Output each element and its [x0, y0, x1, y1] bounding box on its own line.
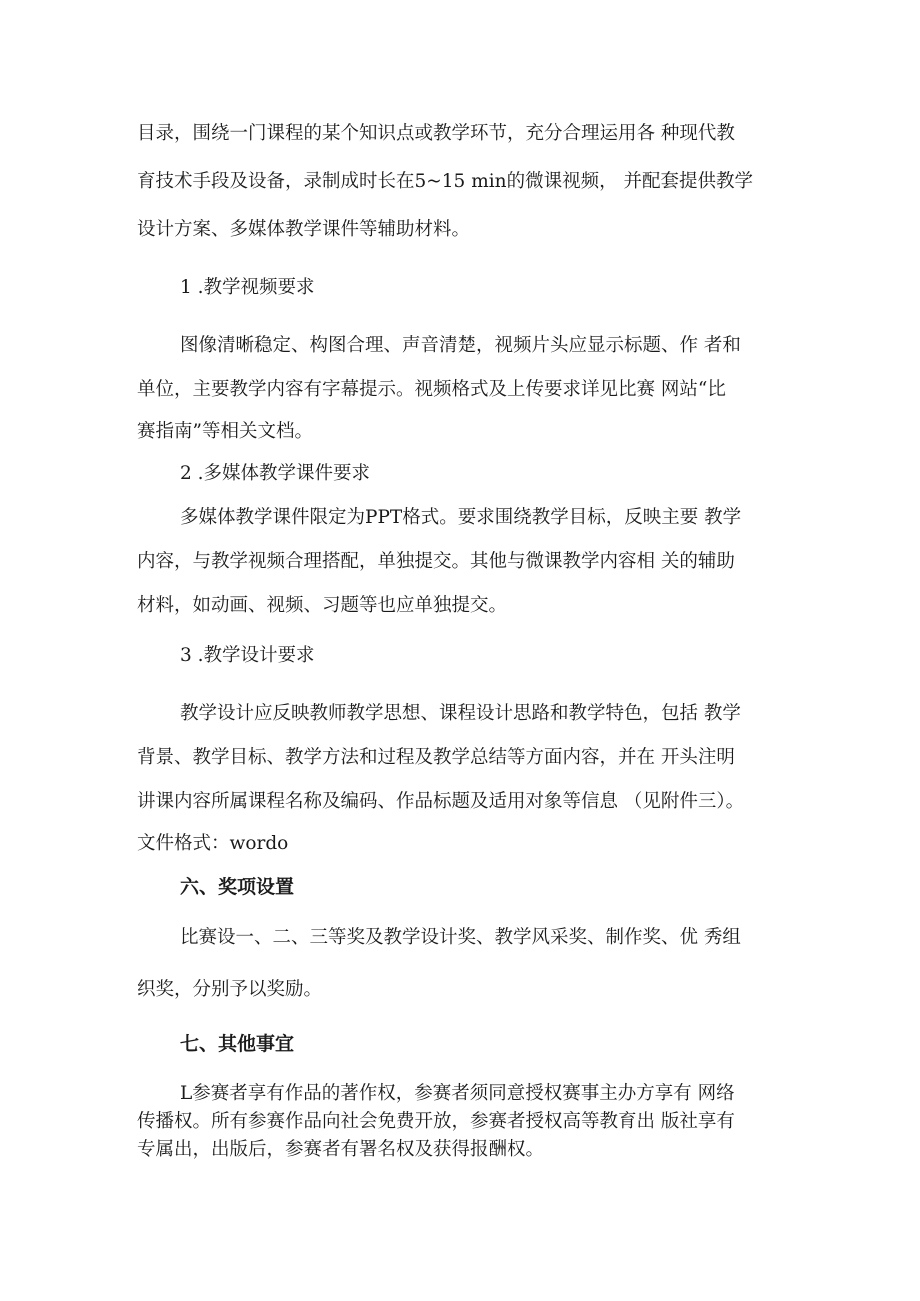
item2-line-3: 材料，如动画、视频、习题等也应单独提交。	[137, 595, 508, 616]
section7-line-2: 传播权。所有参赛作品向社会免费开放，参赛者授权高等教育出 版社享有	[137, 1111, 735, 1132]
item1-heading: 1 .教学视频要求	[180, 277, 315, 298]
item1-line-1: 图像清晰稳定、构图合理、声音清楚，视频片头应显示标题、作 者和	[180, 335, 741, 356]
intro-line-3: 设计方案、多媒体教学课件等辅助材料。	[137, 219, 471, 240]
intro-line-2: 育技术手段及设备，录制成时长在5~15 min的微课视频， 并配套提供教学	[137, 171, 753, 192]
item3-line-3: 讲课内容所属课程名称及编码、作品标题及适用对象等信息 （见附件三）。	[137, 791, 745, 812]
intro-line-1: 目录，围绕一门课程的某个知识点或教学环节，充分合理运用各 种现代教	[137, 123, 735, 144]
item1-line-2: 单位，主要教学内容有字幕提示。视频格式及上传要求详见比赛 网站“比	[137, 379, 726, 400]
item3-line-1: 教学设计应反映教师教学思想、课程设计思路和教学特色，包括 教学	[180, 703, 741, 724]
section6-line-2: 织奖，分别予以奖励。	[137, 979, 323, 1000]
item2-heading: 2 .多媒体教学课件要求	[180, 463, 371, 484]
item1-line-3: 赛指南”等相关文档。	[137, 421, 313, 442]
item3-line-2: 背景、教学目标、教学方法和过程及教学总结等方面内容，并在 开头注明	[137, 747, 735, 768]
item3-line-4: 文件格式：wordo	[137, 833, 289, 854]
section6-heading: 六、奖项设置	[180, 876, 295, 898]
section6-line-1: 比赛设一、二、三等奖及教学设计奖、教学风采奖、制作奖、优 秀组	[180, 927, 741, 948]
section7-line-1: L参赛者享有作品的著作权，参赛者须同意授权赛事主办方享有 网络	[180, 1083, 735, 1104]
item3-heading: 3 .教学设计要求	[180, 645, 315, 666]
section7-line-3: 专属出，出版后，参赛者有署名权及获得报酬权。	[137, 1139, 545, 1160]
item2-line-2: 内容，与教学视频合理搭配，单独提交。其他与微课教学内容相 关的辅助	[137, 551, 735, 572]
item2-line-1: 多媒体教学课件限定为PPT格式。要求围绕教学目标，反映主要 教学	[180, 507, 742, 528]
section7-heading: 七、其他事宜	[180, 1033, 295, 1055]
